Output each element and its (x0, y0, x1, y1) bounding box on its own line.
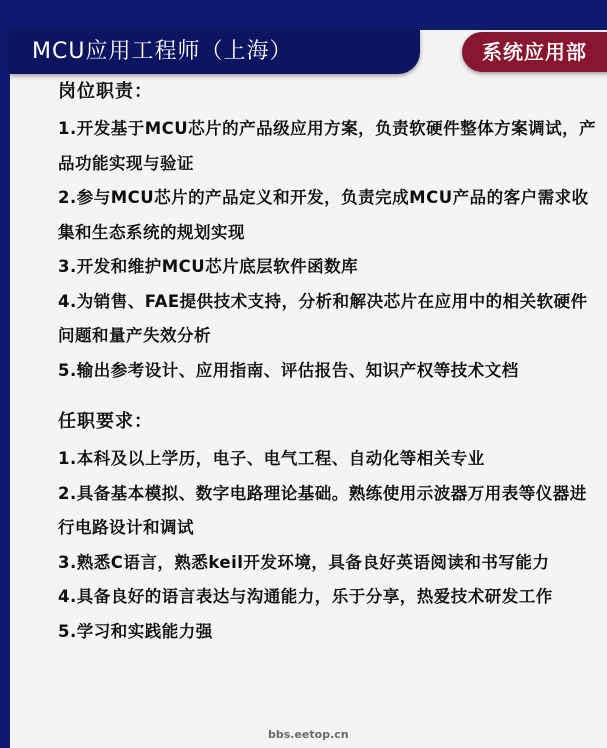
requirement-item: 5.学习和实践能力强 (58, 621, 213, 641)
responsibility-item: 2.参与MCU芯片的产品定义和开发，负责完成MCU产品的客户需求收集和生态系统的规划实现 (58, 188, 589, 242)
department-tag (462, 32, 607, 72)
job-content (58, 78, 598, 649)
department-label: 系统应用部 (482, 40, 587, 64)
requirement-item: 1.本科及以上学历，电子、电气工程、自动化等相关专业 (58, 449, 485, 468)
job-title: MCU应用工程师（上海） (32, 39, 293, 64)
responsibilities-section (58, 78, 598, 388)
requirement-item: 2.具备基本模拟、数字电路理论基础。熟练使用示波器万用表等仪器进行电路设计和调试 (58, 483, 587, 537)
responsibility-item: 4.为销售、FAE提供技术支持，分析和解决芯片在应用中的相关软硬件问题和量产失效分析 (58, 291, 588, 345)
site-watermark: bbs.eetop.cn (268, 728, 349, 741)
requirements-section (58, 408, 598, 649)
responsibilities-heading: 岗位职责： (58, 81, 153, 102)
responsibility-item: 1.开发基于MCU芯片的产品级应用方案，负责软硬件整体方案调试，产品功能实现与验证 (58, 119, 597, 173)
requirement-item: 3.熟悉C语言，熟悉keil开发环境，具备良好英语阅读和书写能力 (58, 552, 550, 572)
responsibility-item: 5.输出参考设计、应用指南、评估报告、知识产权等技术文档 (58, 360, 519, 380)
title-bar (10, 30, 420, 74)
requirement-item: 4.具备良好的语言表达与沟通能力，乐于分享，热爱技术研发工作 (58, 587, 553, 606)
requirements-heading: 任职要求： (58, 411, 153, 432)
responsibility-item: 3.开发和维护MCU芯片底层软件函数库 (58, 257, 359, 276)
